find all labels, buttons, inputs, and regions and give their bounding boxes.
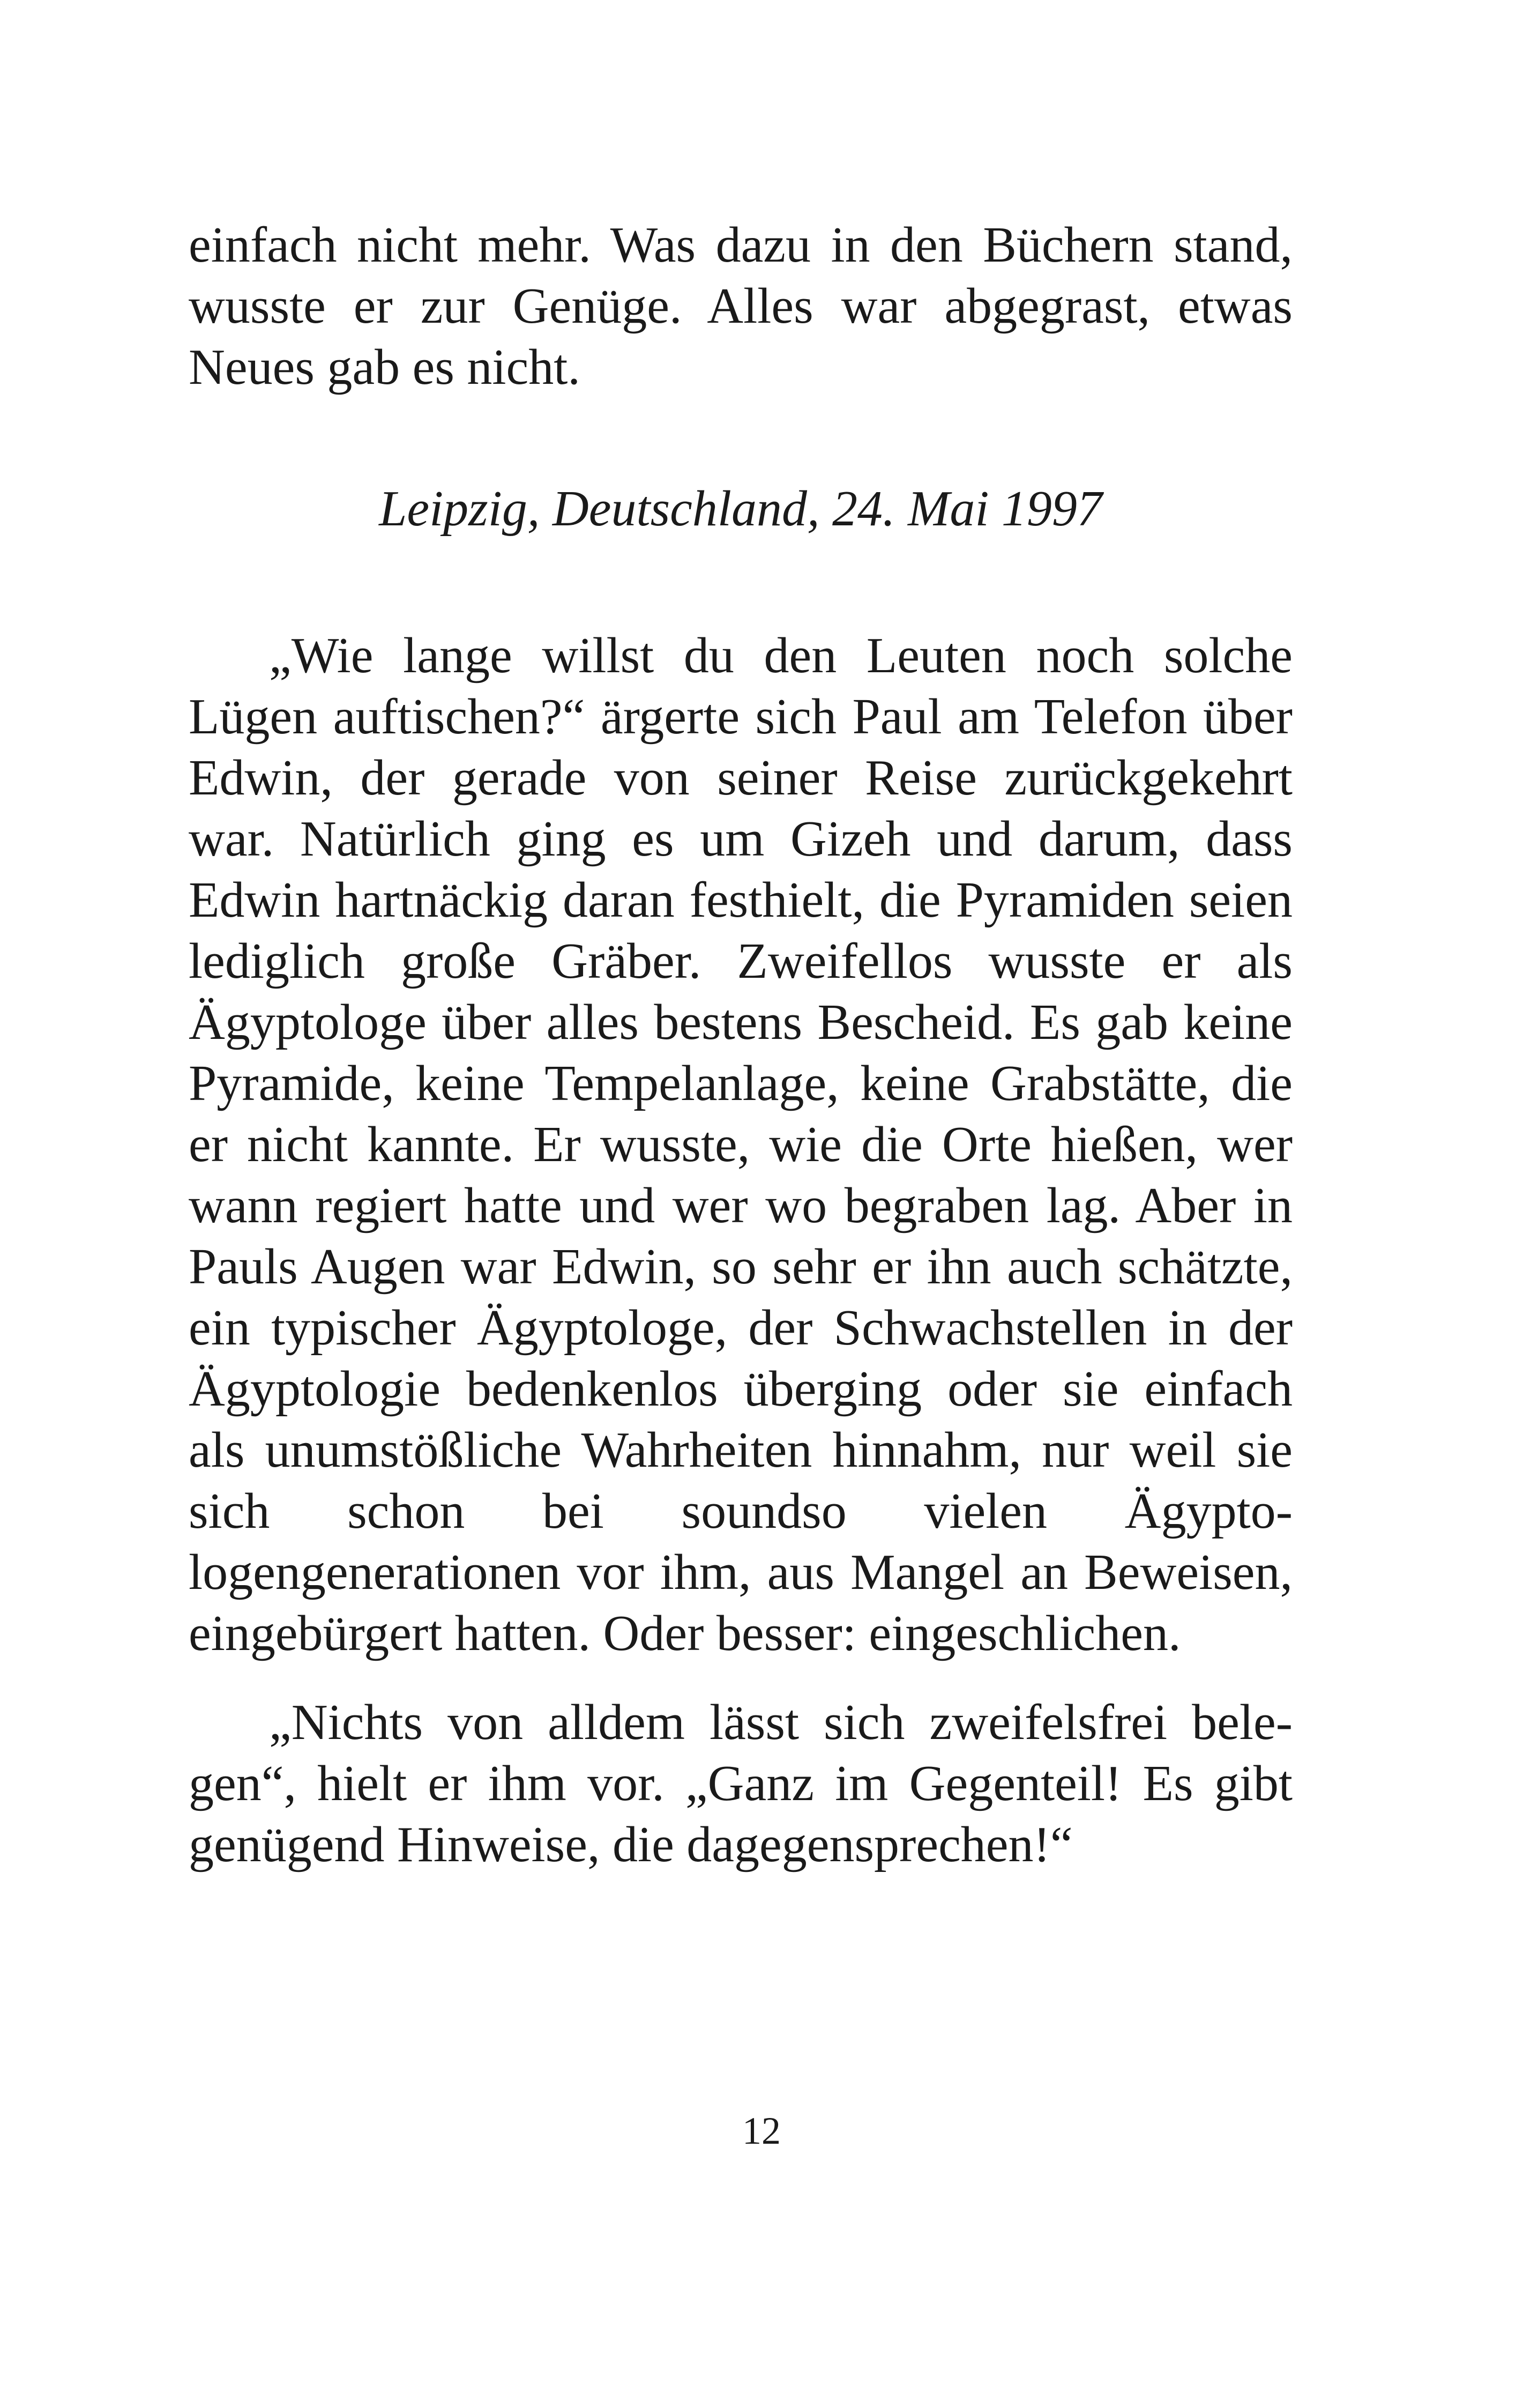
page-number: 12: [742, 2109, 781, 2152]
paragraph-dialogue-1: „Wie lange willst du den Leuten noch solche Lügen auftischen?“ ärgerte sich Paul am Telefon über Edwin, der gerade von seiner Reise zurückgekehrt war. Natürlich ging es um Gizeh und darum, dass Edwin hartnäckig daran festhielt, die Pyramiden seien lediglich große Gräber. Zweifellos wusste er als Ägyptologe über alles bestens Bescheid. Es gab keine Pyramide, keine Tempelanlage, keine Grabstätte, die er nicht kannte. Er wusste, wie die Orte hießen, wer wann regiert hatte und wer wo begraben lag. Aber in Pauls Augen war Edwin, so sehr er ihn auch schätzte, ein typischer Ägyptologe, der Schwachstellen in der Ägyptologie bedenkenlos überging oder sie einfach als unumstößliche Wahrheiten hinnahm, nur weil sie sich schon bei soundso vielen Ägyptologengenerationen vor ihm, aus Mangel an Beweisen, eingebürgert hatten. Oder besser: eingeschlichen.: [189, 628, 1293, 1661]
section-heading: Leipzig, Deutschland, 24. Mai 1997: [379, 481, 1102, 537]
opening-paragraph: einfach nicht mehr. Was dazu in den Büchern stand, wusste er zur Genüge. Alles war abgegrast, etwas Neues gab es nicht.: [189, 217, 1293, 395]
paragraph-dialogue-2: „Nichts von alldem lässt sich zweifelsfrei belegen“, hielt er ihm vor. „Ganz im Gegenteil! Es gibt genügend Hinweise, die dagegensprechen!“: [189, 1694, 1293, 1872]
page-body: [189, 214, 1293, 1875]
